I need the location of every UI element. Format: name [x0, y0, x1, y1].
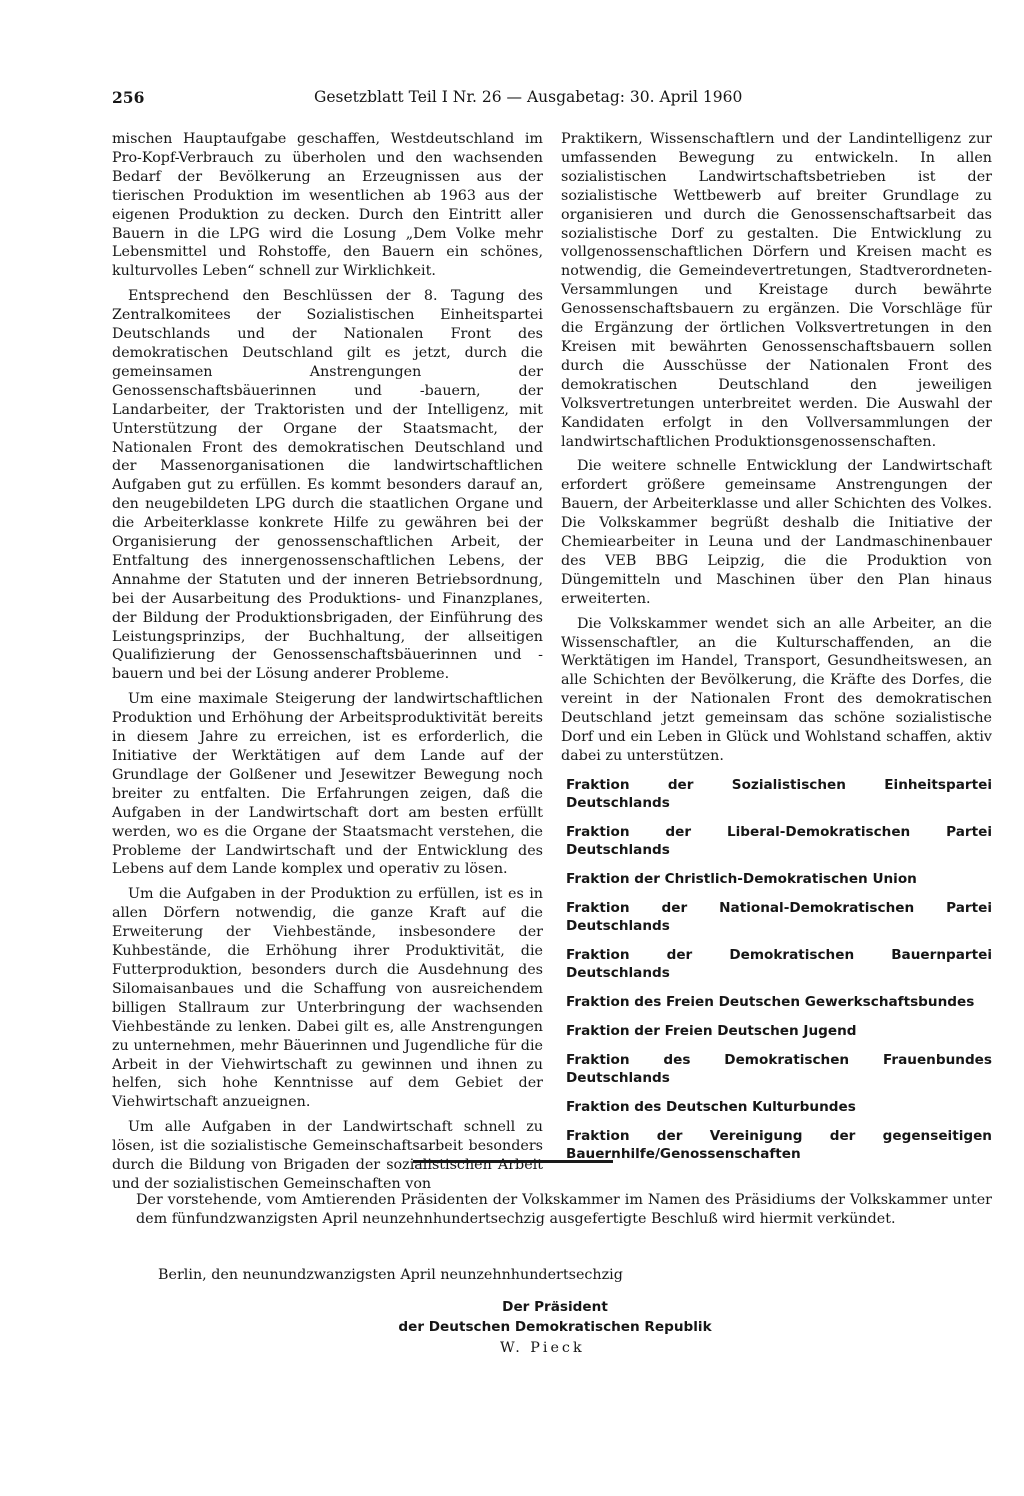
faction-signature: Fraktion der Demokratischen Bauernpartei Deutschlands [566, 946, 992, 981]
section-divider [413, 1160, 613, 1163]
running-title: Gesetzblatt Teil I Nr. 26 — Ausgabetag: 30. April 1960 [314, 88, 743, 106]
faction-signature: Fraktion der Vereinigung der gegenseitigen Bauernhilfe/Genossenschaften [566, 1127, 992, 1162]
promulgation-text: Der vorstehende, vom Amtierenden Präsidenten der Volkskammer im Namen des Präsidiums der Volkskammer unter dem fünfundzwanzigsten April neunzehnhundertsechzig ausgefertigte Beschluß wird hiermit verkündet. [136, 1192, 992, 1227]
paragraph: Um alle Aufgaben in der Landwirtschaft schnell zu lösen, ist die sozialistische Gemeinschaftsarbeit besonders durch die Bildung von Brigaden der sozialistischen Arbeit und der sozialistischen Gemeinschaften von [112, 1119, 543, 1192]
faction-signature: Fraktion der Liberal-Demokratischen Partei Deutschlands [566, 823, 992, 858]
faction-signature: Fraktion der National-Demokratischen Partei Deutschlands [566, 899, 992, 934]
page-number: 256 [112, 88, 145, 107]
paragraph: mischen Hauptaufgabe geschaffen, Westdeutschland im Pro-Kopf-Verbrauch zu überholen und den wachsenden Bedarf der Bevölkerung an Erzeugnissen aus der tierischen Produktion im wesentlichen ab 1963 aus der eigenen Produktion zu decken. Durch den Eintritt aller Bauern in die LPG wird die Losung „Dem Volke mehr Lebensmittel und Rohstoffe, den Bauern ein schönes, kulturvolles Leben“ schnell zur Wirklichkeit. [112, 131, 543, 280]
paragraph: Entsprechend den Beschlüssen der 8. Tagung des Zentralkomitees der Sozialistischen Einheitspartei Deutschlands und der Nationalen Front des demokratischen Deutschland gilt es jetzt, durch die gemeinsamen Anstrengungen der Genossenschaftsbäuerinnen und -bauern, der Landarbeiter, der Traktoristen und der Intelligenz, mit Unterstützung der Organe der Staatsmacht, der Nationalen Front des demokratischen Deutschland und der Massenorganisationen die landwirtschaftlichen Aufgaben gut zu erfüllen. Es kommt besonders darauf an, den neugebildeten LPG durch die staatlichen Organe und die Arbeiterklasse konkrete Hilfe zu gewähren bei der Organisierung der genossenschaftlichen Arbeit, der Entfaltung des innergenossenschaftlichen Lebens, der Annahme der Statuten und der inneren Betriebsordnung, bei der Ausarbeitung des Produktions- und Finanzplanes, der Bildung der Produktionsbrigaden, der Einführung des Leistungsprinzips, der Buchhaltung, der allseitigen Qualifizierung der Genossenschaftsbäuerinnen und -bauern und bei der Lösung anderer Probleme. [112, 288, 543, 683]
signatory-name: W. Pieck [500, 1340, 585, 1356]
signatory-office: der Deutschen Demokratischen Republik [398, 1319, 712, 1335]
paragraph: Um eine maximale Steigerung der landwirtschaftlichen Produktion und Erhöhung der Arbeitsproduktivität bereits in diesem Jahre zu erreichen, ist es erforderlich, die Initiative der Werktätigen auf dem Lande auf der Grundlage der Golßener und Jesewitzer Bewegung noch breiter zu entfalten. Die Erfahrungen zeigen, daß die Aufgaben in der Landwirtschaft dort am besten erfüllt werden, wo es die Organe der Staatsmacht verstehen, die Probleme der Landwirtschaft und der Entwicklung des Lebens auf dem Lande komplex und operativ zu lösen. [112, 691, 543, 878]
paragraph: Die Volkskammer wendet sich an alle Arbeiter, an die Wissenschaftler, an die Kulturschaffenden, an die Werktätigen im Handel, Transport, Gesundheitswesen, an alle Schichten der Bevölkerung, die Kräfte des Dorfes, die vereint in der Nationalen Front des demokratischen Deutschland jetzt gemeinsam das schöne sozialistische Dorf und ein Leben in Glück und Wohlstand schaffen, aktiv dabei zu unterstützen. [561, 615, 992, 764]
faction-signature: Fraktion der Freien Deutschen Jugend [566, 1022, 857, 1039]
paragraph: Praktikern, Wissenschaftlern und der Landintelligenz zur umfassenden Bewegung zu entwickeln. In allen sozialistischen Landwirtschaftsbetrieben ist der sozialistische Wettbewerb auf breiter Grundlage zu organisieren und durch die Genossenschaftsarbeit das sozialistische Dorf zu gestalten. Die Entwicklung zu vollgenossenschaftlichen Dörfern und Kreisen macht es notwendig, die Gemeindevertretungen, Stadtverordneten-Versammlungen und Kreistage durch bewährte Genossenschaftsbauern zu ergänzen. Die Vorschläge für die Ergänzung der örtlichen Volksvertretungen in den Kreisen mit bewährten Genossenschaftsbauern sollen durch die Ausschüsse der Nationalen Front des demokratischen Deutschland den jeweiligen Volksvertretungen unterbreitet werden. Die Auswahl der Kandidaten erfolgt in den Vollversammlungen der landwirtschaftlichen Produktionsgenossenschaften. [561, 131, 992, 450]
faction-signature: Fraktion des Freien Deutschen Gewerkschaftsbundes [566, 993, 975, 1010]
promulgation-note [136, 1191, 992, 1228]
left-column [112, 130, 543, 1200]
faction-signature: Fraktion des Demokratischen Frauenbundes Deutschlands [566, 1051, 992, 1086]
signatory-title: Der Präsident [502, 1299, 608, 1315]
faction-signature: Fraktion der Sozialistischen Einheitspartei Deutschlands [566, 776, 992, 811]
paragraph: Um die Aufgaben in der Produktion zu erfüllen, ist es in allen Dörfern notwendig, die ganze Kraft auf die Erweiterung der Viehbestände, insbesondere der Kuhbestände, die Erhöhung ihrer Produktivität, die Futterproduktion, besonders durch die Ausdehnung des Silomaisanbaues und die Schaffung von ausreichendem billigen Stallraum zur Unterbringung der wachsenden Viehbestände zu lenken. Dabei gilt es, alle Anstrengungen zu unternehmen, mehr Bäuerinnen und Jugendliche für die Arbeit in der Viehwirtschaft zu gewinnen und ihnen zu helfen, sich hohe Kenntnisse auf dem Gebiet der Viehwirtschaft anzueignen. [112, 886, 543, 1111]
signatory-block [395, 1297, 715, 1337]
right-column [561, 130, 992, 1174]
faction-signature: Fraktion der Christlich-Demokratischen Union [566, 870, 917, 887]
faction-list [561, 776, 992, 1163]
page-header [112, 88, 888, 112]
paragraph: Die weitere schnelle Entwicklung der Landwirtschaft erfordert größere gemeinsame Anstrengungen der Bauern, der Arbeiterklasse und aller Schichten des Volkes. Die Volkskammer begrüßt deshalb die Initiative der Chemiearbeiter in Leuna und der Landmaschinenbauer des VEB BBG Leipzig, die die Produktion von Düngemitteln und Maschinen über den Plan hinaus erweiterten. [561, 458, 992, 607]
faction-signature: Fraktion des Deutschen Kulturbundes [566, 1098, 856, 1115]
place-date: Berlin, den neunundzwanzigsten April neunzehnhundertsechzig [158, 1267, 623, 1283]
